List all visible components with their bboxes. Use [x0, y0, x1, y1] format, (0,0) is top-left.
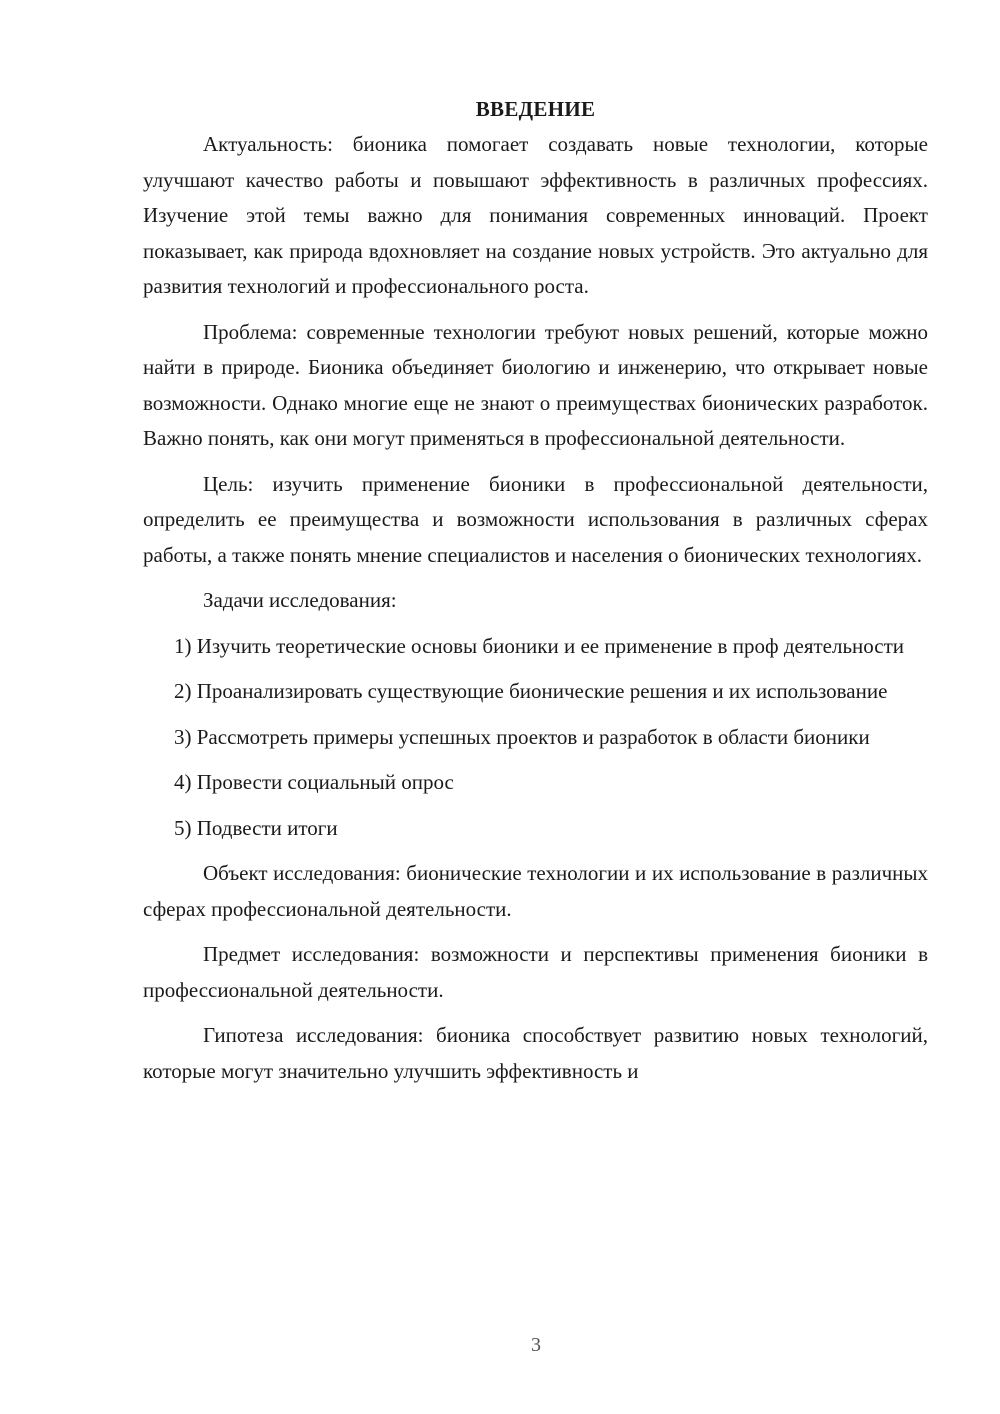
list-item: 4) Провести социальный опрос [174, 770, 454, 794]
paragraph-relevance: Актуальность: бионика помогает создавать новые технологии, которые улучшают качество работы и повышают эффективность в различных профессиях. Изучение этой темы важно для понимания современных инноваций. Проект показывает, как природа вдохновляет на создание новых устройств. Это актуально для развития технологий и профессионального роста. [143, 132, 928, 298]
paragraph-problem: Проблема: современные технологии требуют новых решений, которые можно найти в природе. Бионика объединяет биологию и инженерию, что открывает новые возможности. Однако многие еще не знают о преимуществах бионических разработок. Важно понять, как они могут применяться в профессиональной деятельности. [143, 319, 928, 450]
page-number: 3 [531, 1334, 541, 1356]
list-item: 2) Проанализировать существующие бионические решения и их использование [174, 679, 888, 703]
paragraph-object: Объект исследования: бионические технологии и их использование в различных сферах профессиональной деятельности. [143, 861, 928, 921]
tasks-list [143, 629, 928, 847]
document-page [143, 92, 928, 1089]
paragraph-subject: Предмет исследования: возможности и перспективы применения бионики в профессиональной деятельности. [143, 942, 928, 1002]
document-title: ВВЕДЕНИЕ [475, 97, 596, 121]
paragraph-hypothesis: Гипотеза исследования: бионика способствует развитию новых технологий, которые могут значительно улучшить эффективность и [143, 1023, 928, 1083]
tasks-heading: Задачи исследования: [203, 588, 397, 612]
list-item: 1) Изучить теоретические основы бионики и ее применение в проф деятельности [174, 633, 905, 658]
paragraph-goal: Цель: изучить применение бионики в профессиональной деятельности, определить ее преимущества и возможности использования в различных сферах работы, а также понять мнение специалистов и населения о бионических технологиях. [143, 471, 928, 567]
list-item: 3) Рассмотреть примеры успешных проектов и разработок в области бионики [174, 724, 870, 749]
list-item: 5) Подвести итоги [174, 815, 338, 840]
